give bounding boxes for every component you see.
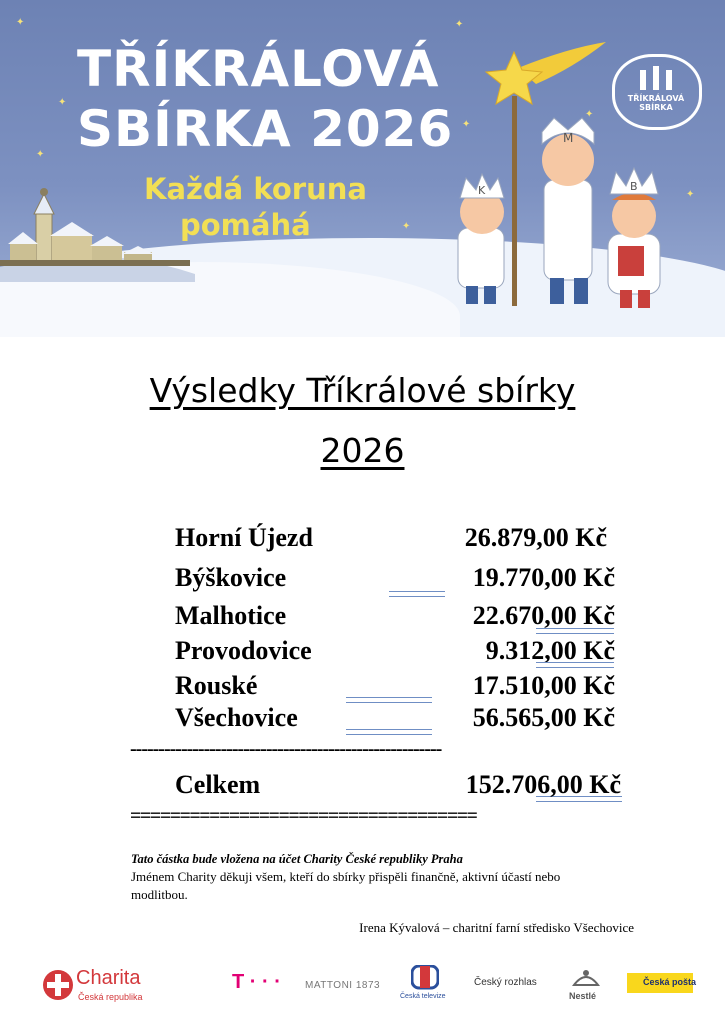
result-place: Rouské — [175, 671, 258, 700]
result-amount: 22.670,00 Kč — [472, 601, 615, 630]
result-amount: 26.879,00 Kč — [464, 523, 607, 552]
star-icon: ✦ — [455, 19, 464, 30]
banner-slogan-line1: Každá koruna — [144, 172, 367, 206]
results-document — [0, 337, 725, 1024]
tracking-underline — [389, 591, 445, 597]
result-place: Provodovice — [175, 636, 312, 665]
partner-logos — [0, 963, 725, 1013]
nestle-label: Nestlé — [569, 991, 597, 1001]
cesky-rozhlas-logo: Český rozhlas — [474, 977, 537, 988]
total-label: Celkem — [175, 770, 261, 799]
charita-name: Charita — [76, 967, 141, 989]
tracking-underline — [346, 729, 432, 735]
star-icon: ✦ — [686, 189, 695, 200]
separator-equals: =================================== — [130, 805, 477, 827]
result-place: Horní Újezd — [175, 523, 313, 552]
banner-slogan-line2: pomáhá — [180, 208, 311, 242]
ceska-televize-logo — [400, 965, 454, 1005]
banner-title-line1: TŘÍKRÁLOVÁ — [77, 40, 440, 98]
note-thanks: Jménem Charity děkuji všem, kteří do sbírky přispěli finančně, aktivní účastí nebo modlitbou. — [131, 869, 561, 902]
result-amount: 19.770,00 Kč — [472, 563, 615, 592]
logo-text-line2: SBÍRKA — [639, 103, 673, 112]
star-icon: ✦ — [402, 221, 411, 232]
result-amount: 56.565,00 Kč — [472, 703, 615, 732]
crown-letter-b: B — [630, 180, 638, 193]
result-amount: 17.510,00 Kč — [472, 671, 615, 700]
ct-icon — [411, 965, 439, 991]
result-place: Malhotice — [175, 601, 287, 630]
result-place: Všechovice — [175, 703, 298, 732]
nestle-logo — [567, 965, 607, 1007]
ct-label: Česká televize — [400, 993, 446, 1000]
tracking-underline — [536, 662, 614, 668]
charita-subtitle: Česká republika — [78, 992, 143, 1002]
star-icon: ✦ — [16, 17, 25, 28]
total-amount: 152.706,00 Kč — [465, 770, 621, 799]
crown-letter-k: K — [478, 184, 486, 197]
three-kings-children-illustration — [452, 108, 682, 318]
three-crowns-icon — [636, 62, 676, 92]
note-account: Tato částka bude vložena na účet Charity České republiky Praha — [131, 852, 463, 866]
star-icon: ✦ — [462, 119, 471, 130]
star-icon: ✦ — [36, 149, 45, 160]
logo-text-line1: TŘÍKRÁLOVÁ — [627, 94, 685, 103]
charita-cross-icon — [42, 969, 74, 1001]
telekom-logo: T · · · — [232, 971, 281, 993]
star-icon: ✦ — [58, 97, 67, 108]
separator-dashes: ------------------------------------------------------- — [130, 738, 442, 760]
banner-title-line2: SBÍRKA 2026 — [77, 100, 454, 158]
nest-icon — [571, 965, 601, 989]
ceska-posta-logo — [627, 973, 697, 993]
logo-caption — [616, 94, 696, 112]
crown-letter-m: M — [563, 131, 574, 145]
star-icon: ✦ — [585, 109, 594, 120]
signature: Irena Kývalová – charitní farní středisko Všechovice — [359, 920, 634, 935]
tracking-underline — [346, 697, 432, 703]
tracking-underline — [536, 628, 614, 634]
heading-line1: Výsledky Tříkrálové sbírky — [149, 371, 576, 410]
charita-logo — [42, 967, 158, 1007]
result-amount: 9.312,00 Kč — [485, 636, 615, 665]
posta-label: Česká pošta — [643, 977, 697, 987]
result-place: Býškovice — [175, 563, 287, 592]
heading-line2: 2026 — [320, 431, 405, 470]
mattoni-logo: MATTONI 1873 — [305, 980, 381, 991]
campaign-banner — [0, 0, 725, 337]
